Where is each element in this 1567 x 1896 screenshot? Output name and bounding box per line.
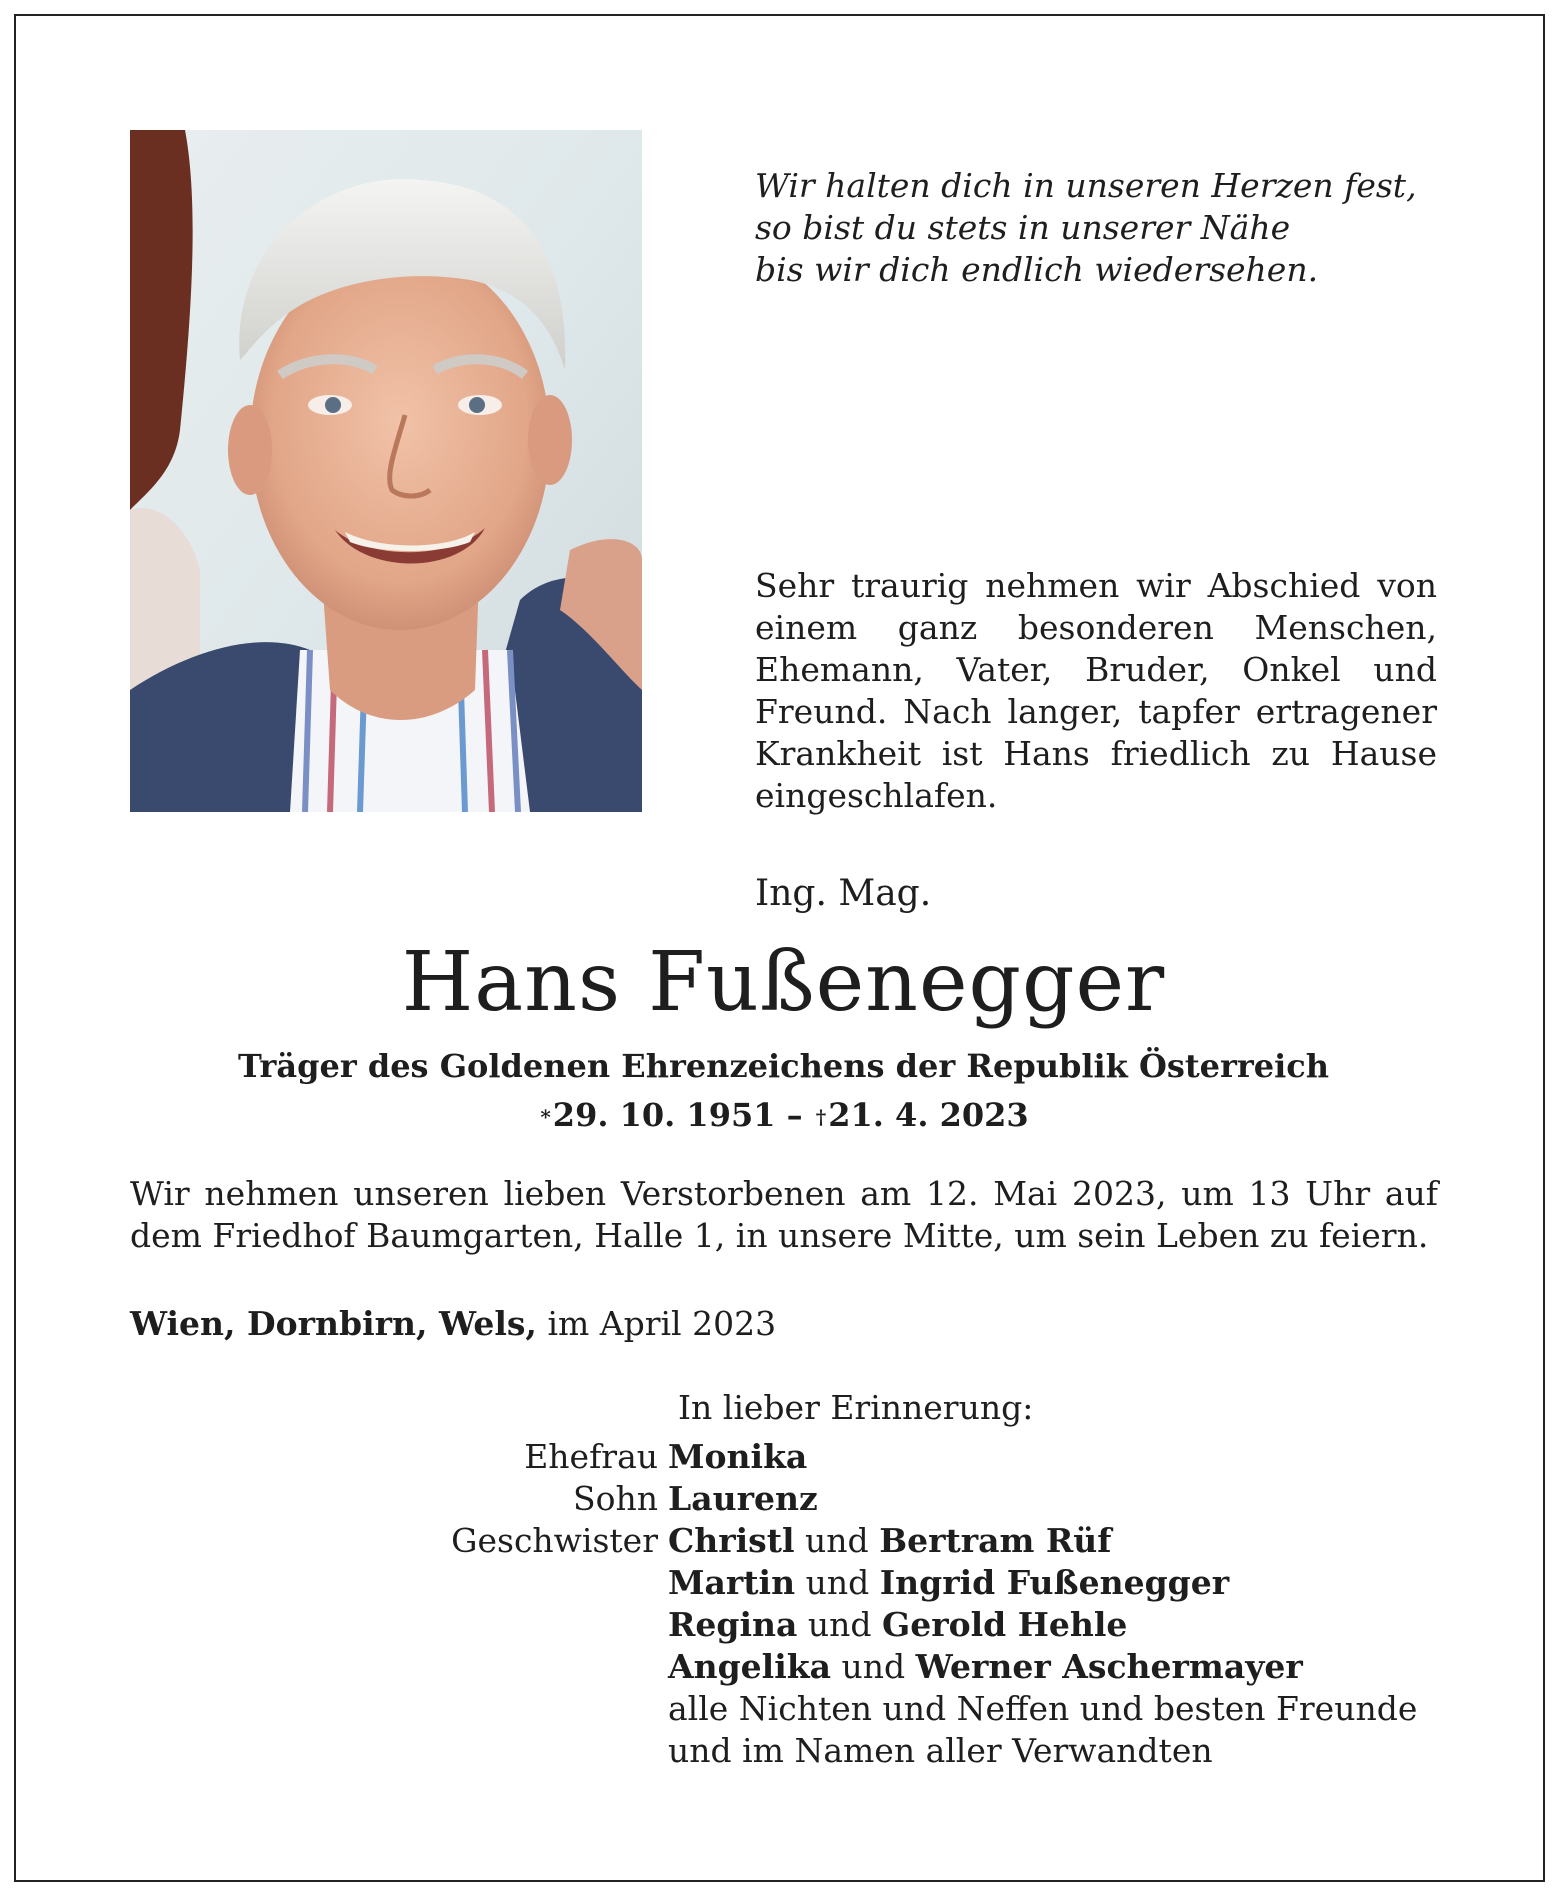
mourner-name: Martin xyxy=(668,1563,796,1602)
relation-label: Sohn xyxy=(573,1479,658,1518)
mourner-name: Ingrid Fußenegger xyxy=(879,1563,1230,1602)
mourner-name: Angelika xyxy=(668,1647,831,1686)
mourner-name: Werner Aschermayer xyxy=(915,1647,1303,1686)
mourner-name: Laurenz xyxy=(668,1479,818,1518)
ceremony-line: Wir nehmen unseren lieben Verstorbenen am 12. Mai 2023, um 13 Uhr auf xyxy=(130,1174,1438,1213)
announcement-date: im April 2023 xyxy=(547,1304,777,1343)
additional-mourners: alle Nichten und Neffen und besten Freunde xyxy=(668,1689,1418,1728)
death-date: 21. 4. 2023 xyxy=(828,1096,1029,1134)
poem-line: Wir halten dich in unseren Herzen fest, xyxy=(755,166,1417,205)
conjunction: und xyxy=(841,1647,906,1686)
list-item xyxy=(130,1604,1450,1646)
mourners-list xyxy=(130,1436,1450,1772)
mourner-name: Gerold Hehle xyxy=(882,1605,1128,1644)
honor-award: Träger des Goldenen Ehrenzeichens der Republik Österreich xyxy=(238,1047,1329,1085)
poem-line: so bist du stets in unserer Nähe xyxy=(755,208,1291,247)
cities: Wien, Dornbirn, Wels, xyxy=(130,1304,537,1343)
mourner-name: Monika xyxy=(668,1437,808,1476)
list-item xyxy=(130,1688,1450,1730)
memory-heading: In lieber Erinnerung: xyxy=(678,1388,1034,1427)
conjunction: und xyxy=(805,1563,870,1602)
birth-symbol: * xyxy=(540,1105,551,1129)
list-item xyxy=(130,1562,1450,1604)
additional-mourners: und im Namen aller Verwandten xyxy=(668,1731,1213,1770)
poem-line: bis wir dich endlich wiedersehen. xyxy=(755,250,1319,289)
list-item xyxy=(130,1436,1450,1478)
relation-label: Ehefrau xyxy=(524,1437,658,1476)
mourner-name: Christl xyxy=(668,1521,795,1560)
relation-label: Geschwister xyxy=(451,1521,658,1560)
list-item xyxy=(130,1478,1450,1520)
ceremony-announcement xyxy=(130,1173,1438,1257)
farewell-text: Sehr traurig nehmen wir Abschied von einem ganz besonderen Menschen, Ehemann, Vater, Bruder, Onkel und Freund. Nach langer, tapfer ertragener Krankheit ist Hans friedlich zu Hause eingeschlafen. xyxy=(755,566,1437,815)
list-item xyxy=(130,1730,1450,1772)
deceased-name: Hans Fußenegger xyxy=(401,935,1166,1030)
birth-date: 29. 10. 1951 xyxy=(552,1096,776,1134)
list-item xyxy=(130,1520,1450,1562)
date-dash: – xyxy=(775,1096,814,1134)
academic-title: Ing. Mag. xyxy=(755,873,932,914)
ceremony-line: dem Friedhof Baumgarten, Halle 1, in unsere Mitte, um sein Leben zu feiern. xyxy=(130,1216,1429,1255)
place-and-date xyxy=(130,1303,776,1345)
mourner-name: Bertram Rüf xyxy=(879,1521,1112,1560)
list-item xyxy=(130,1646,1450,1688)
life-dates xyxy=(0,1095,1567,1135)
death-symbol: † xyxy=(815,1105,827,1129)
conjunction: und xyxy=(807,1605,872,1644)
mourner-name: Regina xyxy=(668,1605,798,1644)
memorial-poem xyxy=(755,165,1455,291)
portrait-photo xyxy=(130,130,642,812)
conjunction: und xyxy=(805,1521,869,1560)
